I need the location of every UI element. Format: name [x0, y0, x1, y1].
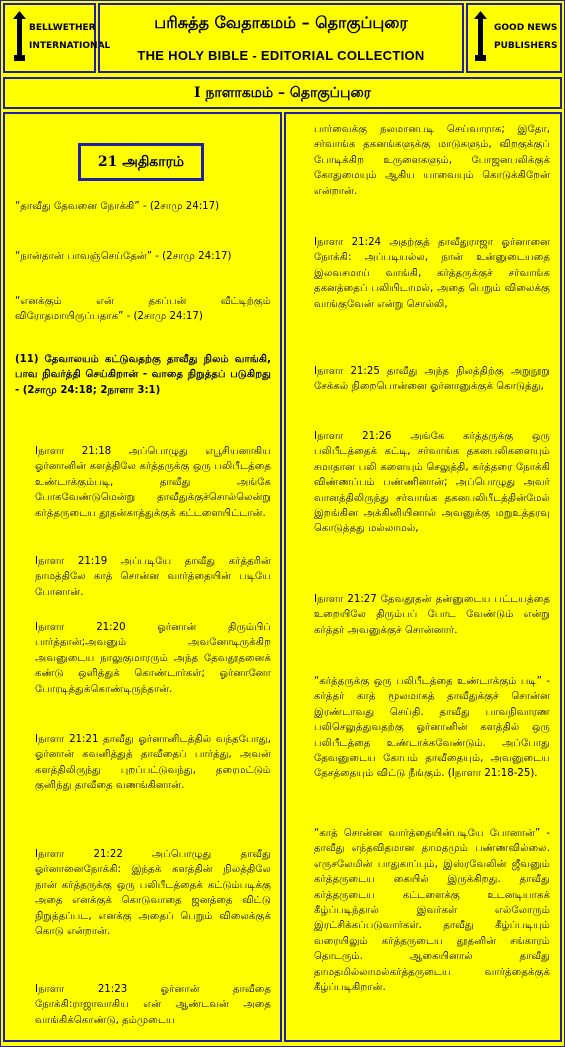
paragraph: “தாவீது தேவனை நோக்கி” - (2சாமு 24:17) [15, 201, 220, 212]
commentary-paragraph: “கர்த்தருக்கு ஒரு பலிபீடத்தை உண்டாக்கும் படி” - கர்த்தர் காத் மூலமாகத் தாவீதுக்குச் சொன்ன இரண்டாவது செய்தி. தாவீது பாவநிவாரண பலிசெலுத்துவதற்கு ஓர்னானின் களத்தில் ஒரு பலிபீடத்தை உண்டாக்கவேண்டும். அப்போது தேவனுடைய கோபம் தாவீதையும், அவனுடைய தேசத்தையும் விட்டு நீங்கும். (Iநாளா 21:18-25). [314, 676, 550, 780]
right-column [284, 112, 562, 1042]
good-news-logo-graphic [468, 5, 560, 71]
paragraph: “எனக்கும் என் தகப்பன் வீட்டிற்கும் விரோதமாயிருப்பதாக” - (2சாமு 24:17) [15, 296, 271, 323]
verse-paragraph: Iநாளா 21:23 ஓர்னான் தாவீதை நோக்கி:ராஜாவாகிய என் ஆண்டவன் அதை வாங்கிக்கொண்டு, தம்முடைய [35, 984, 271, 1026]
verse-paragraph: Iநாளா 21:26 அங்கே கர்த்தருக்கு ஒரு பலிபீடத்தைக் கட்டி, சர்வாங்க தகனபலிகளையும் சமாதான பலி களையும் செலுத்தி, கர்த்தரை நோக்கி விண்ணப்பம் பண்ணினான்; அப்பொழுது அவர் வானத்திலிருந்து சர்வாங்க தகனபலிபீடத்தின்மேல் இறங்கின அக்கினியினால் அவனுக்கு மறுஉத்தரவு கொடுத்தது மல்லாமல், [314, 431, 550, 535]
chapter-title: 21 அதிகாரம் [78, 143, 204, 181]
paragraph: “நான்தான் பாவஞ்செய்தேன்” - (2சாமு 24:17) [15, 251, 232, 262]
page-header [98, 3, 464, 73]
left-column [3, 112, 282, 1042]
verse-paragraph: பார்வைக்கு நலமானபடி செய்வாராக; இதோ, சர்வாங்க தகனங்களுக்கு மாடுகளும், விறகுக்குப் போடிக்கிற உருளைகளும், போஜனபலிக்குக் கோதுமையும் ஆகிய யாவையும் கொடுக்கிறேன் என்றான். [314, 124, 550, 197]
title-tamil: பரிசுத்த வேதாகமம் – தொகுப்புரை [154, 13, 408, 32]
bellwether-logo-line2: INTERNATIONAL [29, 41, 111, 51]
commentary-paragraph: “காத் சொன்ன வார்த்தையின்படியே போனான்” - தாவீது எந்தவிதமான தாமதமும் பண்ணவில்லை. எருசலேமின் பாதுகாப்பும், இஸ்ரவேலின் ஜீவனும் கர்த்தருடைய கையில் இருக்கிறது. தாவீது கர்த்தருடைய கட்டளைக்கு உடனடியாகக் கீழ்ப்படிந்தால் இவர்கள் எல்லோரும் இரட்சிக்கப்படுவார்கள். தாவீது கீழ்ப்படியும் வரையிலும் கர்த்தருடைய தூதனின் சங்காரம் தொடரும். ஆகையினால் தாவீது தாமதமில்லாமல்கர்த்தருடைய வார்த்தைக்குக் கீழ்ப்படிகிறான். [314, 828, 550, 994]
verse-paragraph: Iநாளா 21:27 தேவதூதன் தன்னுடைய பட்டயத்தை உறையிலே திரும்பப் போட வேண்டும் என்று கர்த்தர் அவனுக்குச் சொன்னார். [314, 594, 550, 636]
bellwether-logo [3, 3, 111, 73]
verse-paragraph: Iநாளா 21:25 தாவீது அந்த நிலத்திற்கு அறுநூறு சேக்கல் நிறைபொன்னை ஓர்னானுக்குக் கொடுத்து, [314, 366, 550, 393]
verse-paragraph: Iநாளா 21:21 தாவீது ஓர்னானிடத்தில் வந்தபோது, ஓர்னான் கவனித்துத் தாவீதைப் பார்த்து, அவன் களத்திலிருந்து புறப்பட்டுவந்து, தரைமட்டும் குனிந்து தாவீதை வணங்கினான். [35, 734, 271, 792]
good-news-logo [466, 3, 562, 73]
bellwether-logo-graphic [5, 5, 94, 71]
good-news-logo-line2: PUBLISHERS [494, 41, 558, 51]
bellwether-logo-line1: BELLWETHER [29, 23, 96, 33]
verse-paragraph: Iநாளா 21:19 அப்படியே தாவீது கர்த்தரின் நாமத்திலே காத் சொன்ன வார்த்தையின் படியே போனான். [35, 556, 271, 598]
section-heading: (11) தேவாலயம் கட்டுவதற்கு தாவீது நிலம் வாங்கி, பாவ நிவர்த்தி செய்கிறான் - வாதை நிறுத்தப் படுகிறது - (2சாமு 24:18; 2நாளா 3:1) [15, 354, 271, 396]
good-news-logo-line1: GOOD NEWS [494, 23, 558, 33]
verse-paragraph: Iநாளா 21:24 அதற்குத் தாவீதுராஜா ஓர்னானை நோக்கி: அப்படியல்ல, நான் உன்னுடையதை இலவசமாய் வாங்கி, கர்த்தருக்குச் சர்வாங்க தகனத்தைப் பலியிடாமல், அதை பெறும் விலைக்கு வாங்குவேன் என்று சொல்லி, [314, 237, 550, 310]
verse-paragraph: Iநாளா 21:18 அப்பொழுது எபூசியனாகிய ஓர்னானின் களத்திலே கர்த்தருக்கு ஒரு பலிபீடத்தை உண்டாக்கும்படி, தாவீது அங்கே போகவேண்டுமென்று தாவீதுக்குச்சொல்லென்று கர்த்தருடைய தூதன்காத்துக்குக் கட்டளையிட்டான். [35, 446, 271, 519]
title-english: THE HOLY BIBLE - EDITORIAL COLLECTION [137, 48, 425, 63]
verse-paragraph: Iநாளா 21:22 அப்பொழுது தாவீது ஓர்னானைநோக்கி: இந்தக் களத்தின் நிலத்திலே நான் கர்த்தருக்கு ஒரு பலிபீடத்தைக் கட்டும்படிக்கு அதை எனக்குக் கொடுவாதை ஜனத்தை விட்டு நிறுத்தப்பட, எனக்கு அதைப் பெறும் விலைக்குக் கொடு என்றான். [35, 849, 271, 938]
verse-paragraph: Iநாளா 21:20 ஓர்னான் திரும்பிப் பார்த்தான்;அவனும் அவனோடிருக்கிற அவனுடைய நாலுகுமாரரும் அந்த தேவதூதனைக் கண்டு ஒளித்துக் கொண்டார்கள்; ஓர்னானோ போரடித்துக்கொண்டிருந்தான். [35, 622, 271, 695]
book-subtitle: I நாளாகமம் – தொகுப்புரை [3, 77, 562, 109]
